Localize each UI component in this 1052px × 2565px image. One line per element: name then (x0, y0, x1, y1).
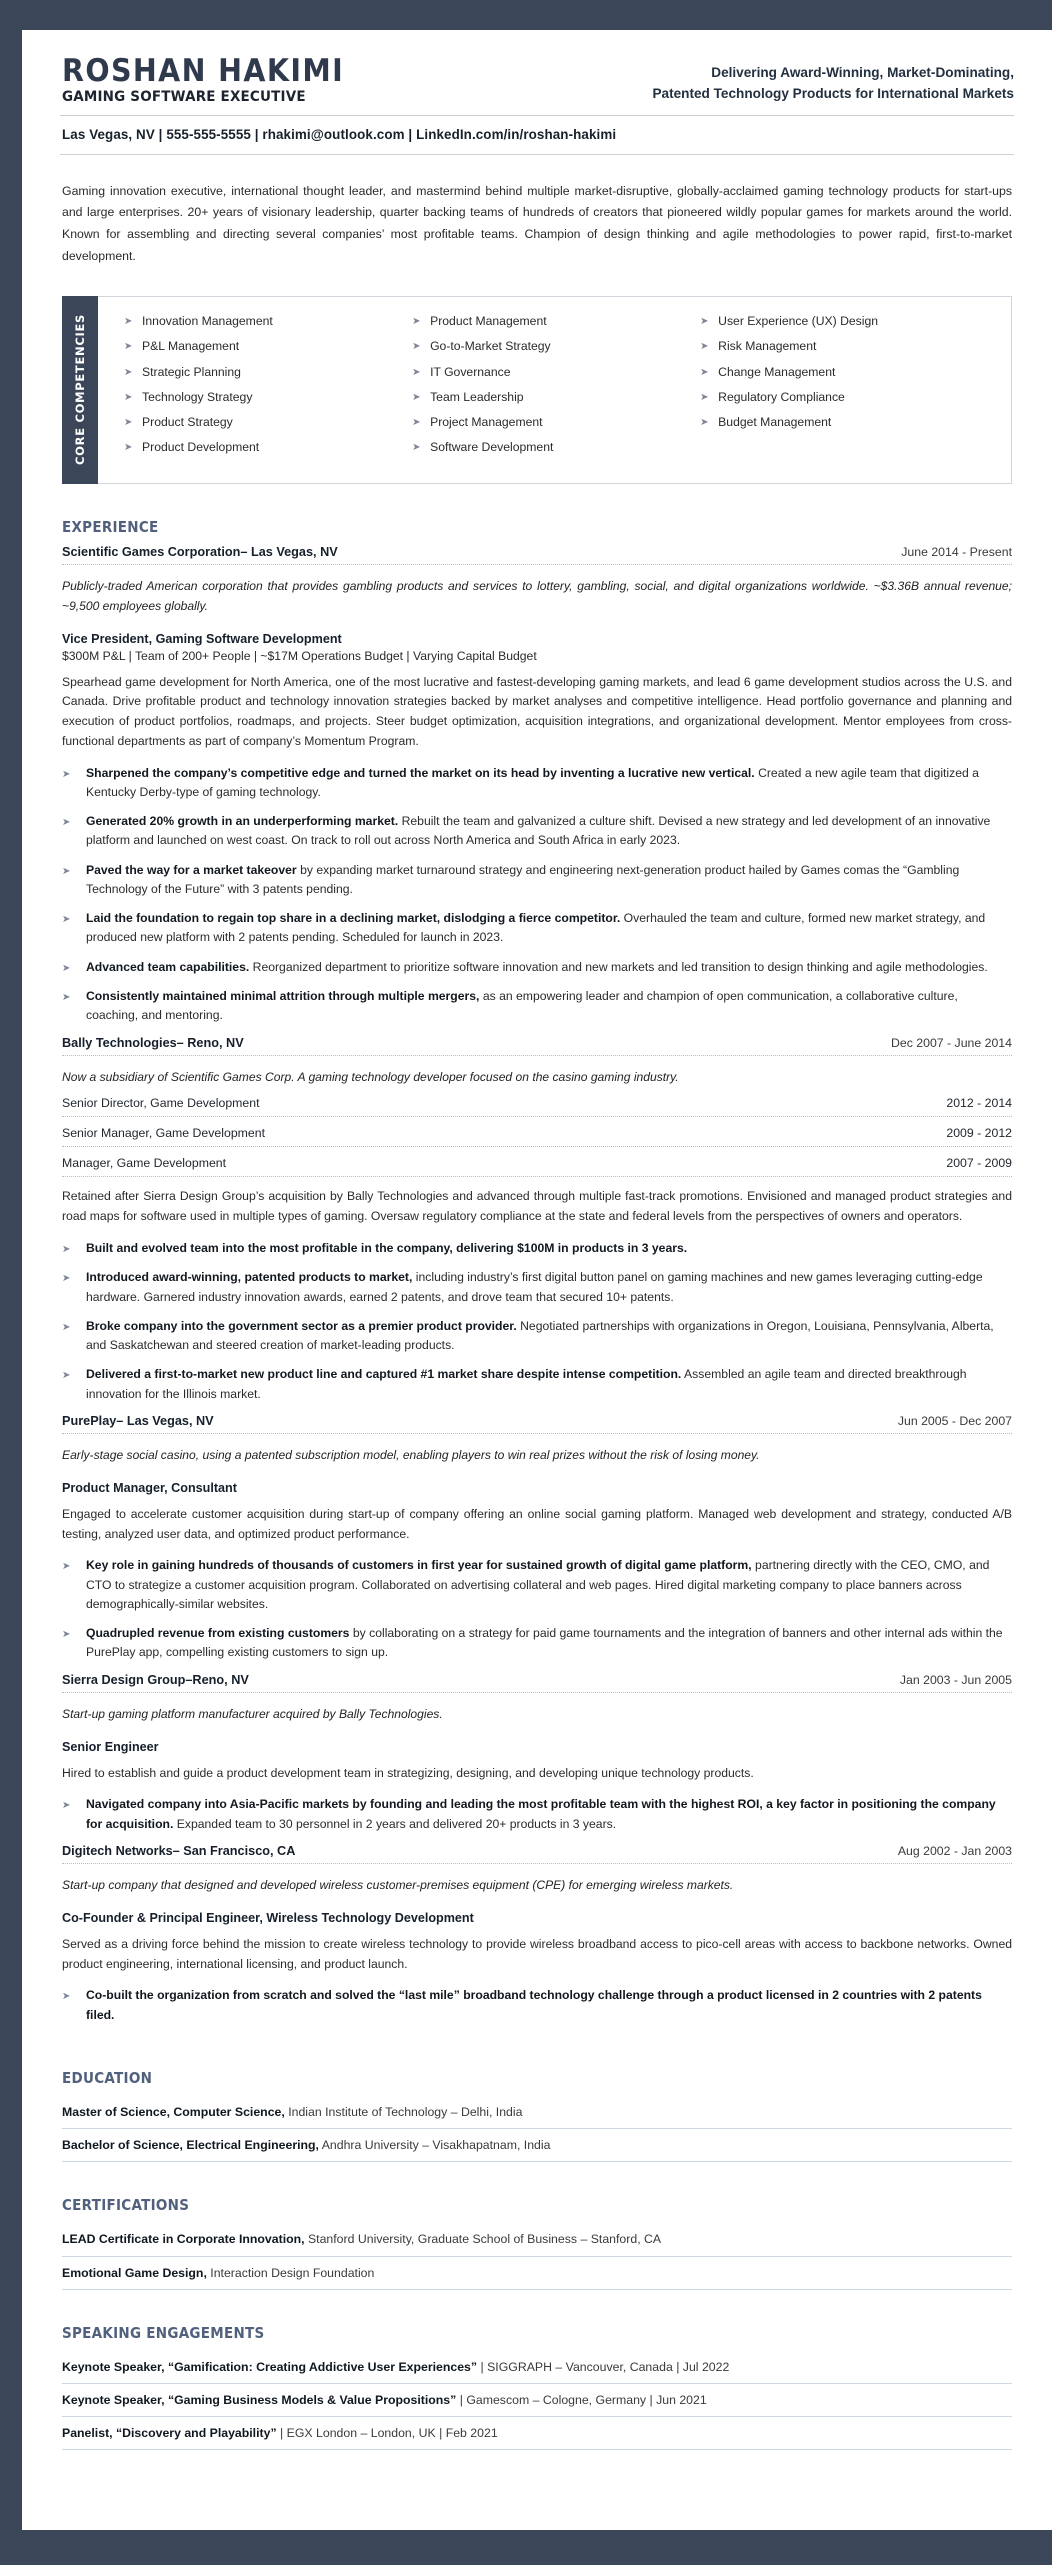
competency-item (124, 339, 412, 364)
job-description: Start-up gaming platform manufacturer acquired by Bally Technologies. (62, 1706, 443, 1721)
section-heading-certifications: CERTIFICATIONS (62, 2196, 190, 2215)
role-title: Vice President, Gaming Software Development (62, 631, 342, 646)
competency-item (700, 339, 997, 364)
job-dates: Aug 2002 - Jan 2003 (897, 1843, 1012, 1858)
arrow-bullet-icon: ➤ (124, 316, 133, 328)
bullet-item (62, 764, 1012, 813)
name-block (60, 53, 369, 105)
competency-item (124, 365, 412, 390)
bullet-item (62, 909, 1012, 958)
candidate-name: ROSHAN HAKIMI (62, 53, 345, 89)
job-company: Bally Technologies– Reno, NV (62, 1035, 244, 1050)
competency-label: P&L Management (142, 339, 240, 354)
promotion-dates: 2012 - 2014 (946, 1096, 1012, 1111)
speaking-row: Keynote Speaker, “Gamification: Creating Addictive User Experiences” | SIGGRAPH – Vancouver, Canada | Jul 2022 (62, 2359, 730, 2374)
competency-item (412, 339, 700, 364)
competency-item (700, 365, 997, 390)
competency-label: User Experience (UX) Design (718, 314, 879, 329)
arrow-bullet-icon: ➤ (62, 1629, 71, 1641)
role-title: Senior Engineer (62, 1739, 159, 1754)
arrow-bullet-icon: ➤ (62, 768, 71, 780)
arrow-bullet-icon: ➤ (62, 1273, 71, 1285)
competency-item (412, 390, 700, 415)
competency-label: Innovation Management (142, 314, 273, 329)
bullet-text: Consistently maintained minimal attrition through multiple mergers, as an empowering leader and champion of open communication, a collaborative culture, coaching, and mentoring. (86, 988, 958, 1023)
job-dates: Jun 2005 - Dec 2007 (897, 1413, 1012, 1428)
arrow-bullet-icon: ➤ (700, 316, 709, 328)
competency-item (124, 415, 412, 440)
arrow-bullet-icon: ➤ (412, 417, 421, 429)
certifications-list (60, 2223, 1014, 2289)
bullet-item (62, 1986, 1012, 2035)
bullet-text: Key role in gaining hundreds of thousands of customers in first year for sustained growth of digital game platform, partnering directly with the CEO, CMO, and CTO to strategize a customer acquisition program. Collaborated on advertising collateral and web pages. Hired digital marketing company to place banners across demographically-similar websites. (86, 1558, 990, 1611)
bullet-text: Sharpened the company’s competitive edge and turned the market on its head by inventing a lucrative new vertical. Created a new agile team that digitized a Kentucky Derby-type of gaming technology. (86, 765, 979, 799)
education-row: Bachelor of Science, Electrical Engineering, Andhra University – Visakhapatnam, India (62, 2138, 551, 2153)
job-bullets (60, 752, 1014, 1036)
bullet-text: Delivered a first-to-market new product line and captured #1 market share despite intense competition. Assembled an agile team and directed breakthrough innovation for the Illinois market. (86, 1367, 967, 1401)
arrow-bullet-icon: ➤ (700, 341, 709, 353)
experience-list (60, 545, 1014, 2035)
speaking-list (60, 2351, 1014, 2451)
competency-label: Product Management (430, 314, 547, 329)
arrow-bullet-icon: ➤ (62, 1800, 71, 1812)
row-divider (62, 2161, 1012, 2162)
job-description: Now a subsidiary of Scientific Games Corp. A gaming technology developer focused on the casino gaming industry. (62, 1069, 679, 1084)
bullet-item (62, 1365, 1012, 1414)
arrow-bullet-icon: ➤ (124, 341, 133, 353)
competency-label: Technology Strategy (142, 389, 253, 404)
arrow-bullet-icon: ➤ (412, 442, 421, 454)
job-company: Digitech Networks– San Francisco, CA (62, 1843, 296, 1858)
bullet-text: Laid the foundation to regain top share in a declining market, dislodging a fierce competitor. Overhauled the team and culture, formed new market strategy, and produced new platform with 2 patents pending. Scheduled for launch in 2023. (86, 911, 986, 945)
arrow-bullet-icon: ➤ (62, 865, 71, 877)
promotion-row (60, 1117, 1014, 1146)
competency-label: Change Management (718, 364, 836, 379)
core-competencies-label (62, 296, 98, 484)
job-bullets (60, 1783, 1014, 1844)
core-competencies-label-text: CORE COMPETENCIES (73, 314, 87, 466)
bullet-text: Paved the way for a market takeover by expanding market turnaround strategy and engineering next-generation product hailed by Games comas the “Gambling Technology of the Future” with 3 patents pending. (86, 862, 960, 896)
tagline-line-2: Patented Technology Products for International Markets (652, 86, 1014, 102)
competency-item (700, 415, 997, 440)
promotion-title: Manager, Game Development (62, 1156, 227, 1171)
job-entry (60, 1844, 1014, 2035)
role-title: Product Manager, Consultant (62, 1480, 237, 1495)
job-bullets (60, 1227, 1014, 1414)
education-row: Master of Science, Computer Science, Indian Institute of Technology – Delhi, India (62, 2104, 523, 2119)
arrow-bullet-icon: ➤ (62, 1991, 71, 2003)
arrow-bullet-icon: ➤ (700, 417, 709, 429)
competency-column-2 (412, 314, 700, 466)
core-competencies-box (62, 296, 1012, 484)
arrow-bullet-icon: ➤ (62, 991, 71, 1003)
arrow-bullet-icon: ➤ (124, 366, 133, 378)
section-heading-speaking: SPEAKING ENGAGEMENTS (62, 2323, 265, 2342)
competency-item (700, 390, 997, 415)
bullet-text: Navigated company into Asia-Pacific markets by founding and leading the most profitable team with the highest ROI, a key factor in positioning the company for acquisition. Expanded team to 30 personnel in 2 years and delivered 20+ products in 3 years. (86, 1797, 996, 1831)
competency-item (124, 440, 412, 465)
competency-item (412, 440, 700, 465)
competency-item (124, 314, 412, 339)
bullet-item (62, 958, 1012, 987)
competency-label: Project Management (430, 415, 543, 430)
job-company: Scientific Games Corporation– Las Vegas, NV (62, 544, 338, 559)
arrow-bullet-icon: ➤ (412, 341, 421, 353)
job-header (60, 545, 1014, 564)
arrow-bullet-icon: ➤ (412, 316, 421, 328)
bullet-item (62, 1556, 1012, 1624)
promotion-row (60, 1147, 1014, 1176)
arrow-bullet-icon: ➤ (62, 1370, 71, 1382)
arrow-bullet-icon: ➤ (62, 1243, 71, 1255)
job-description: Publicly-traded American corporation that provides gambling products and services to lottery, gambling, social, and digital organizations worldwide. ~$3.36B annual revenue; ~9,500 employees globally. (62, 578, 1012, 613)
job-entry (60, 1414, 1014, 1673)
bullet-text: Quadrupled revenue from existing customers by collaborating on a strategy for paid game tournaments and the integration of banners and other internal ads within the PurePlay app, compelling existing customers to sign up. (86, 1626, 1003, 1660)
job-company: PurePlay– Las Vegas, NV (62, 1413, 214, 1428)
job-description: Early-stage social casino, using a patented subscription model, enabling players to win real prizes without the risk of losing money. (62, 1447, 760, 1462)
resume-header (60, 30, 1014, 105)
arrow-bullet-icon: ➤ (62, 1321, 71, 1333)
education-list (60, 2096, 1014, 2162)
arrow-bullet-icon: ➤ (124, 442, 133, 454)
competency-item (412, 415, 700, 440)
promotion-dates: 2007 - 2009 (946, 1156, 1012, 1171)
job-header (60, 1414, 1014, 1433)
competency-label: Product Strategy (142, 415, 233, 430)
role-summary: Engaged to accelerate customer acquisition during start-up of company offering an online social gaming platform. Managed web development and strategy, conducted A/B testing, analyzed user data, and optimized product performance. (62, 1506, 1012, 1541)
core-competencies-columns (98, 297, 1011, 483)
role-title: Co-Founder & Principal Engineer, Wireless Technology Development (62, 1910, 474, 1925)
speaking-row: Panelist, “Discovery and Playability” | EGX London – London, UK | Feb 2021 (62, 2426, 498, 2441)
competency-label: Strategic Planning (142, 364, 241, 379)
job-dates: Dec 2007 - June 2014 (890, 1035, 1012, 1050)
job-bullets (60, 1544, 1014, 1672)
bullet-item (62, 861, 1012, 910)
job-entry (60, 1673, 1014, 1844)
bullet-item (62, 987, 1012, 1036)
bullet-item (62, 1624, 1012, 1673)
speaking-row: Keynote Speaker, “Gaming Business Models & Value Propositions” | Gamescom – Cologne, Germany | Jun 2021 (62, 2392, 707, 2407)
bullet-text: Built and evolved team into the most profitable in the company, delivering $100M in products in 3 years. (86, 1240, 688, 1255)
competency-label: Software Development (430, 440, 554, 455)
headline-tagline (652, 56, 1014, 104)
job-dates: Jan 2003 - Jun 2005 (899, 1672, 1012, 1687)
promotion-dates: 2009 - 2012 (946, 1126, 1012, 1141)
job-header (60, 1036, 1014, 1055)
candidate-subtitle: GAMING SOFTWARE EXECUTIVE (62, 88, 306, 105)
competency-column-3 (700, 314, 997, 466)
competency-item (124, 390, 412, 415)
top-band (22, 0, 1052, 30)
arrow-bullet-icon: ➤ (700, 391, 709, 403)
bullet-item (62, 812, 1012, 861)
arrow-bullet-icon: ➤ (412, 366, 421, 378)
job-description: Start-up company that designed and developed wireless customer-premises equipment (CPE) for emerging wireless markets. (62, 1877, 734, 1892)
bullet-text: Introduced award-winning, patented products to market, including industry’s first digital button panel on gaming machines and new games leveraging cutting-edge hardware. Garnered industry innovation awards, earned 2 patents, and drove team that secured 10+ patents. (86, 1270, 983, 1304)
competency-label: IT Governance (430, 364, 511, 379)
section-heading-experience: EXPERIENCE (62, 517, 159, 536)
job-company: Sierra Design Group–Reno, NV (62, 1672, 249, 1687)
professional-summary: Gaming innovation executive, international thought leader, and mastermind behind multiple market-disruptive, globally-acclaimed gaming technology products for start-ups and large enterprises. 20+ years of visionary leadership, quarter backing teams of hundreds of creators that pioneered wildly popular games for markets around the world. Known for assembling and directing several companies’ most profitable teams. Champion of design thinking and agile methodologies to power rapid, first-to-market development. (62, 183, 1012, 264)
bullet-item (62, 1795, 1012, 1844)
competency-label: Risk Management (718, 339, 817, 354)
bullet-text: Generated 20% growth in an underperforming market. Rebuilt the team and galvanized a culture shift. Devised a new strategy and led development of an innovative platform and launched on west coast. On track to roll out across North America and South Africa in early 2023. (86, 814, 991, 848)
arrow-bullet-icon: ➤ (124, 391, 133, 403)
competency-label: Go-to-Market Strategy (430, 339, 551, 354)
competency-label: Budget Management (718, 415, 832, 430)
role-metrics: $300M P&L | Team of 200+ People | ~$17M Operations Budget | Varying Capital Budget (62, 648, 537, 663)
promotion-row (60, 1087, 1014, 1116)
resume-content (22, 30, 1052, 2450)
arrow-bullet-icon: ➤ (700, 366, 709, 378)
job-dates: June 2014 - Present (901, 544, 1012, 559)
role-summary: Spearhead game development for North America, one of the most lucrative and fastest-developing gaming markets, and lead 6 game development studios across the U.S. and Canada. Drive profitable product and technology innovation strategies backed by market analyses and competitive intelligence. Head portfolio governance and planning and execution of product portfolios, roadmaps, and projects. Steer budget optimization, acquisition integrations, and organizational development. Mentor employees from cross-functional departments as part of company’s Momentum Program. (62, 674, 1012, 748)
competency-label: Team Leadership (430, 389, 524, 404)
competency-item (412, 365, 700, 390)
competency-label: Product Development (142, 440, 260, 455)
bullet-item (62, 1268, 1012, 1317)
row-divider (62, 2289, 1012, 2290)
arrow-bullet-icon: ➤ (62, 817, 71, 829)
job-header (60, 1673, 1014, 1692)
certification-row: Emotional Game Design, Interaction Design Foundation (62, 2265, 375, 2280)
job-entry (60, 545, 1014, 1036)
role-summary: Retained after Sierra Design Group’s acquisition by Bally Technologies and advanced through multiple fast-track promotions. Envisioned and managed product strategies and road maps for software used in multiple types of gaming. Oversaw regulatory compliance at the state and federal levels from the perspectives of owners and operators. (62, 1189, 1012, 1224)
arrow-bullet-icon: ➤ (62, 1561, 71, 1573)
arrow-bullet-icon: ➤ (412, 391, 421, 403)
arrow-bullet-icon: ➤ (62, 914, 71, 926)
contact-line: Las Vegas, NV | 555-555-5555 | rhakimi@outlook.com | LinkedIn.com/in/roshan-hakimi (62, 126, 617, 142)
job-header (60, 1844, 1014, 1863)
promotion-title: Senior Manager, Game Development (62, 1126, 266, 1141)
competency-label: Regulatory Compliance (718, 389, 845, 404)
certification-row: LEAD Certificate in Corporate Innovation, Stanford University, Graduate School of Business – Stanford, CA (62, 2232, 662, 2247)
bullet-text: Co-built the organization from scratch and solved the “last mile” broadband technology challenge through a product licensed in 2 countries with 2 patents filed. (86, 1988, 982, 2022)
competency-item (412, 314, 700, 339)
job-entry (60, 1036, 1014, 1414)
role-summary: Hired to establish and guide a product development team in strategizing, designing, and developing unique technology products. (62, 1765, 754, 1780)
bullet-text: Advanced team capabilities. Reorganized department to prioritize software innovation and new markets and led transition to design thinking and agile methodologies. (86, 959, 988, 974)
role-summary: Served as a driving force behind the mission to create wireless technology to provide wireless broadband access to pico-cell areas with access to backbone networks. Owned product engineering, international licensing, and product launch. (62, 1936, 1012, 1971)
arrow-bullet-icon: ➤ (124, 417, 133, 429)
bullet-item (62, 1317, 1012, 1366)
arrow-bullet-icon: ➤ (62, 962, 71, 974)
job-bullets (60, 1974, 1014, 2035)
competency-column-1 (124, 314, 412, 466)
competency-item (700, 314, 997, 339)
resume-sheet (22, 0, 1052, 2530)
section-heading-education: EDUCATION (62, 2068, 153, 2087)
promotion-title: Senior Director, Game Development (62, 1096, 260, 1111)
bullet-item (62, 1239, 1012, 1268)
tagline-line-1: Delivering Award-Winning, Market-Dominating, (711, 65, 1014, 80)
bullet-text: Broke company into the government sector as a premier product provider. Negotiated partnerships with organizations in Oregon, Louisiana, Pennsylvania, Alberta, and Saskatchewan and steered creation of market-leading products. (86, 1318, 994, 1353)
